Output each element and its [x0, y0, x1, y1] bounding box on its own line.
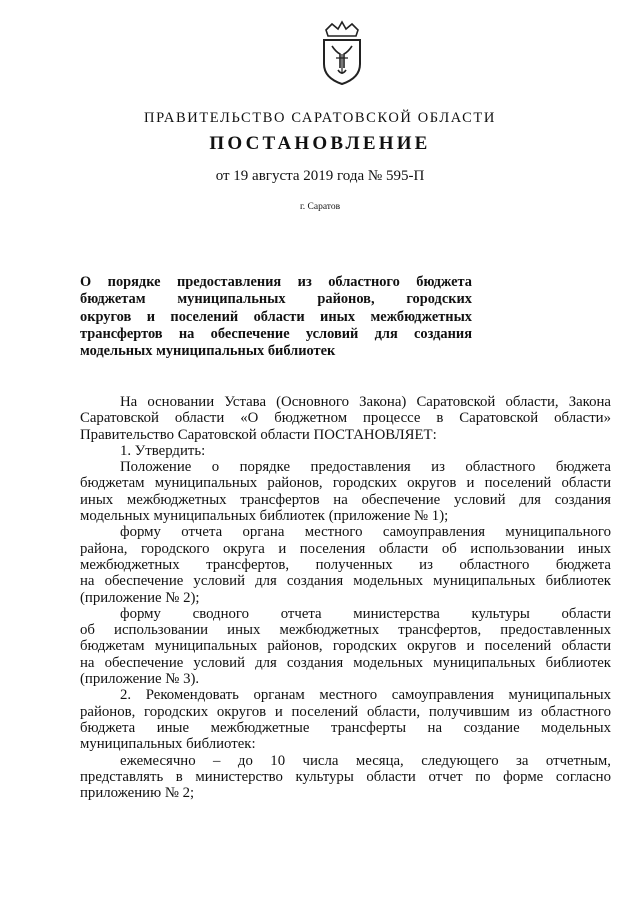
- body-line: (приложение № 2);: [80, 589, 200, 606]
- coat-of-arms-icon: [318, 18, 366, 88]
- document-body: [80, 394, 611, 801]
- body-line: муниципальных библиотек:: [80, 736, 256, 753]
- body-line: (приложение № 3).: [80, 671, 200, 688]
- subject-line: округов и поселений области иных межбюджетных: [80, 308, 472, 325]
- body-line: 2. Рекомендовать органам местного самоуправления муниципальных: [120, 687, 611, 704]
- body-line: на обеспечение условий для создания модельных муниципальных библиотек: [80, 573, 611, 590]
- body-line: Положение о порядке предоставления из областного бюджета: [120, 459, 611, 476]
- body-line: бюджетам муниципальных районов, городских округов и поселений области: [80, 638, 611, 655]
- body-line: представлять в министерство культуры области отчет по форме согласно: [80, 768, 611, 785]
- subject-line: бюджетам муниципальных районов, городских: [80, 291, 472, 308]
- body-line: на обеспечение условий для создания модельных муниципальных библиотек: [80, 654, 611, 671]
- government-name: ПРАВИТЕЛЬСТВО САРАТОВСКОЙ ОБЛАСТИ: [144, 110, 496, 126]
- body-line: 1. Утвердить:: [120, 442, 206, 459]
- body-line: иных межбюджетных трансфертов на обеспечение условий для создания: [80, 491, 611, 508]
- body-line: бюджета иные межбюджетные трансферты на создание модельных: [80, 719, 611, 736]
- body-line: бюджетам муниципальных районов, городских округов и поселений области: [80, 475, 611, 492]
- subject-line: О порядке предоставления из областного бюджета: [80, 274, 472, 290]
- body-line: ежемесячно – до 10 числа месяца, следующего за отчетным,: [120, 752, 611, 769]
- body-line: форму сводного отчета министерства культуры области: [120, 605, 611, 622]
- body-line: межбюджетных трансфертов, полученных из областного бюджета: [80, 556, 611, 573]
- body-line: об использовании иных межбюджетных трансфертов, предоставленных: [80, 622, 611, 639]
- subject-line: модельных муниципальных библиотек: [80, 343, 336, 360]
- document-city: г. Саратов: [299, 202, 341, 212]
- body-line: приложению № 2;: [80, 785, 195, 802]
- body-line: Саратовской области «О бюджетном процессе в Саратовской области»: [80, 410, 611, 427]
- document-date-number: от 19 августа 2019 года № 595-П: [215, 168, 425, 184]
- body-line: района, городского округа и поселения области об использовании иных: [80, 540, 611, 557]
- body-line: На основании Устава (Основного Закона) Саратовской области, Закона: [120, 394, 611, 410]
- body-line: Правительство Саратовской области ПОСТАНОВЛЯЕТ:: [80, 426, 437, 443]
- body-line: модельных муниципальных библиотек (приложение № 1);: [80, 508, 449, 525]
- subject-line: трансфертов на обеспечение условий для создания: [80, 325, 472, 342]
- document-type: ПОСТАНОВЛЕНИЕ: [209, 133, 431, 154]
- body-line: районов, городских округов и поселений области, получившим из областного: [80, 703, 611, 720]
- document-subject: [80, 274, 472, 360]
- body-line: форму отчета органа местного самоуправления муниципального: [120, 524, 611, 541]
